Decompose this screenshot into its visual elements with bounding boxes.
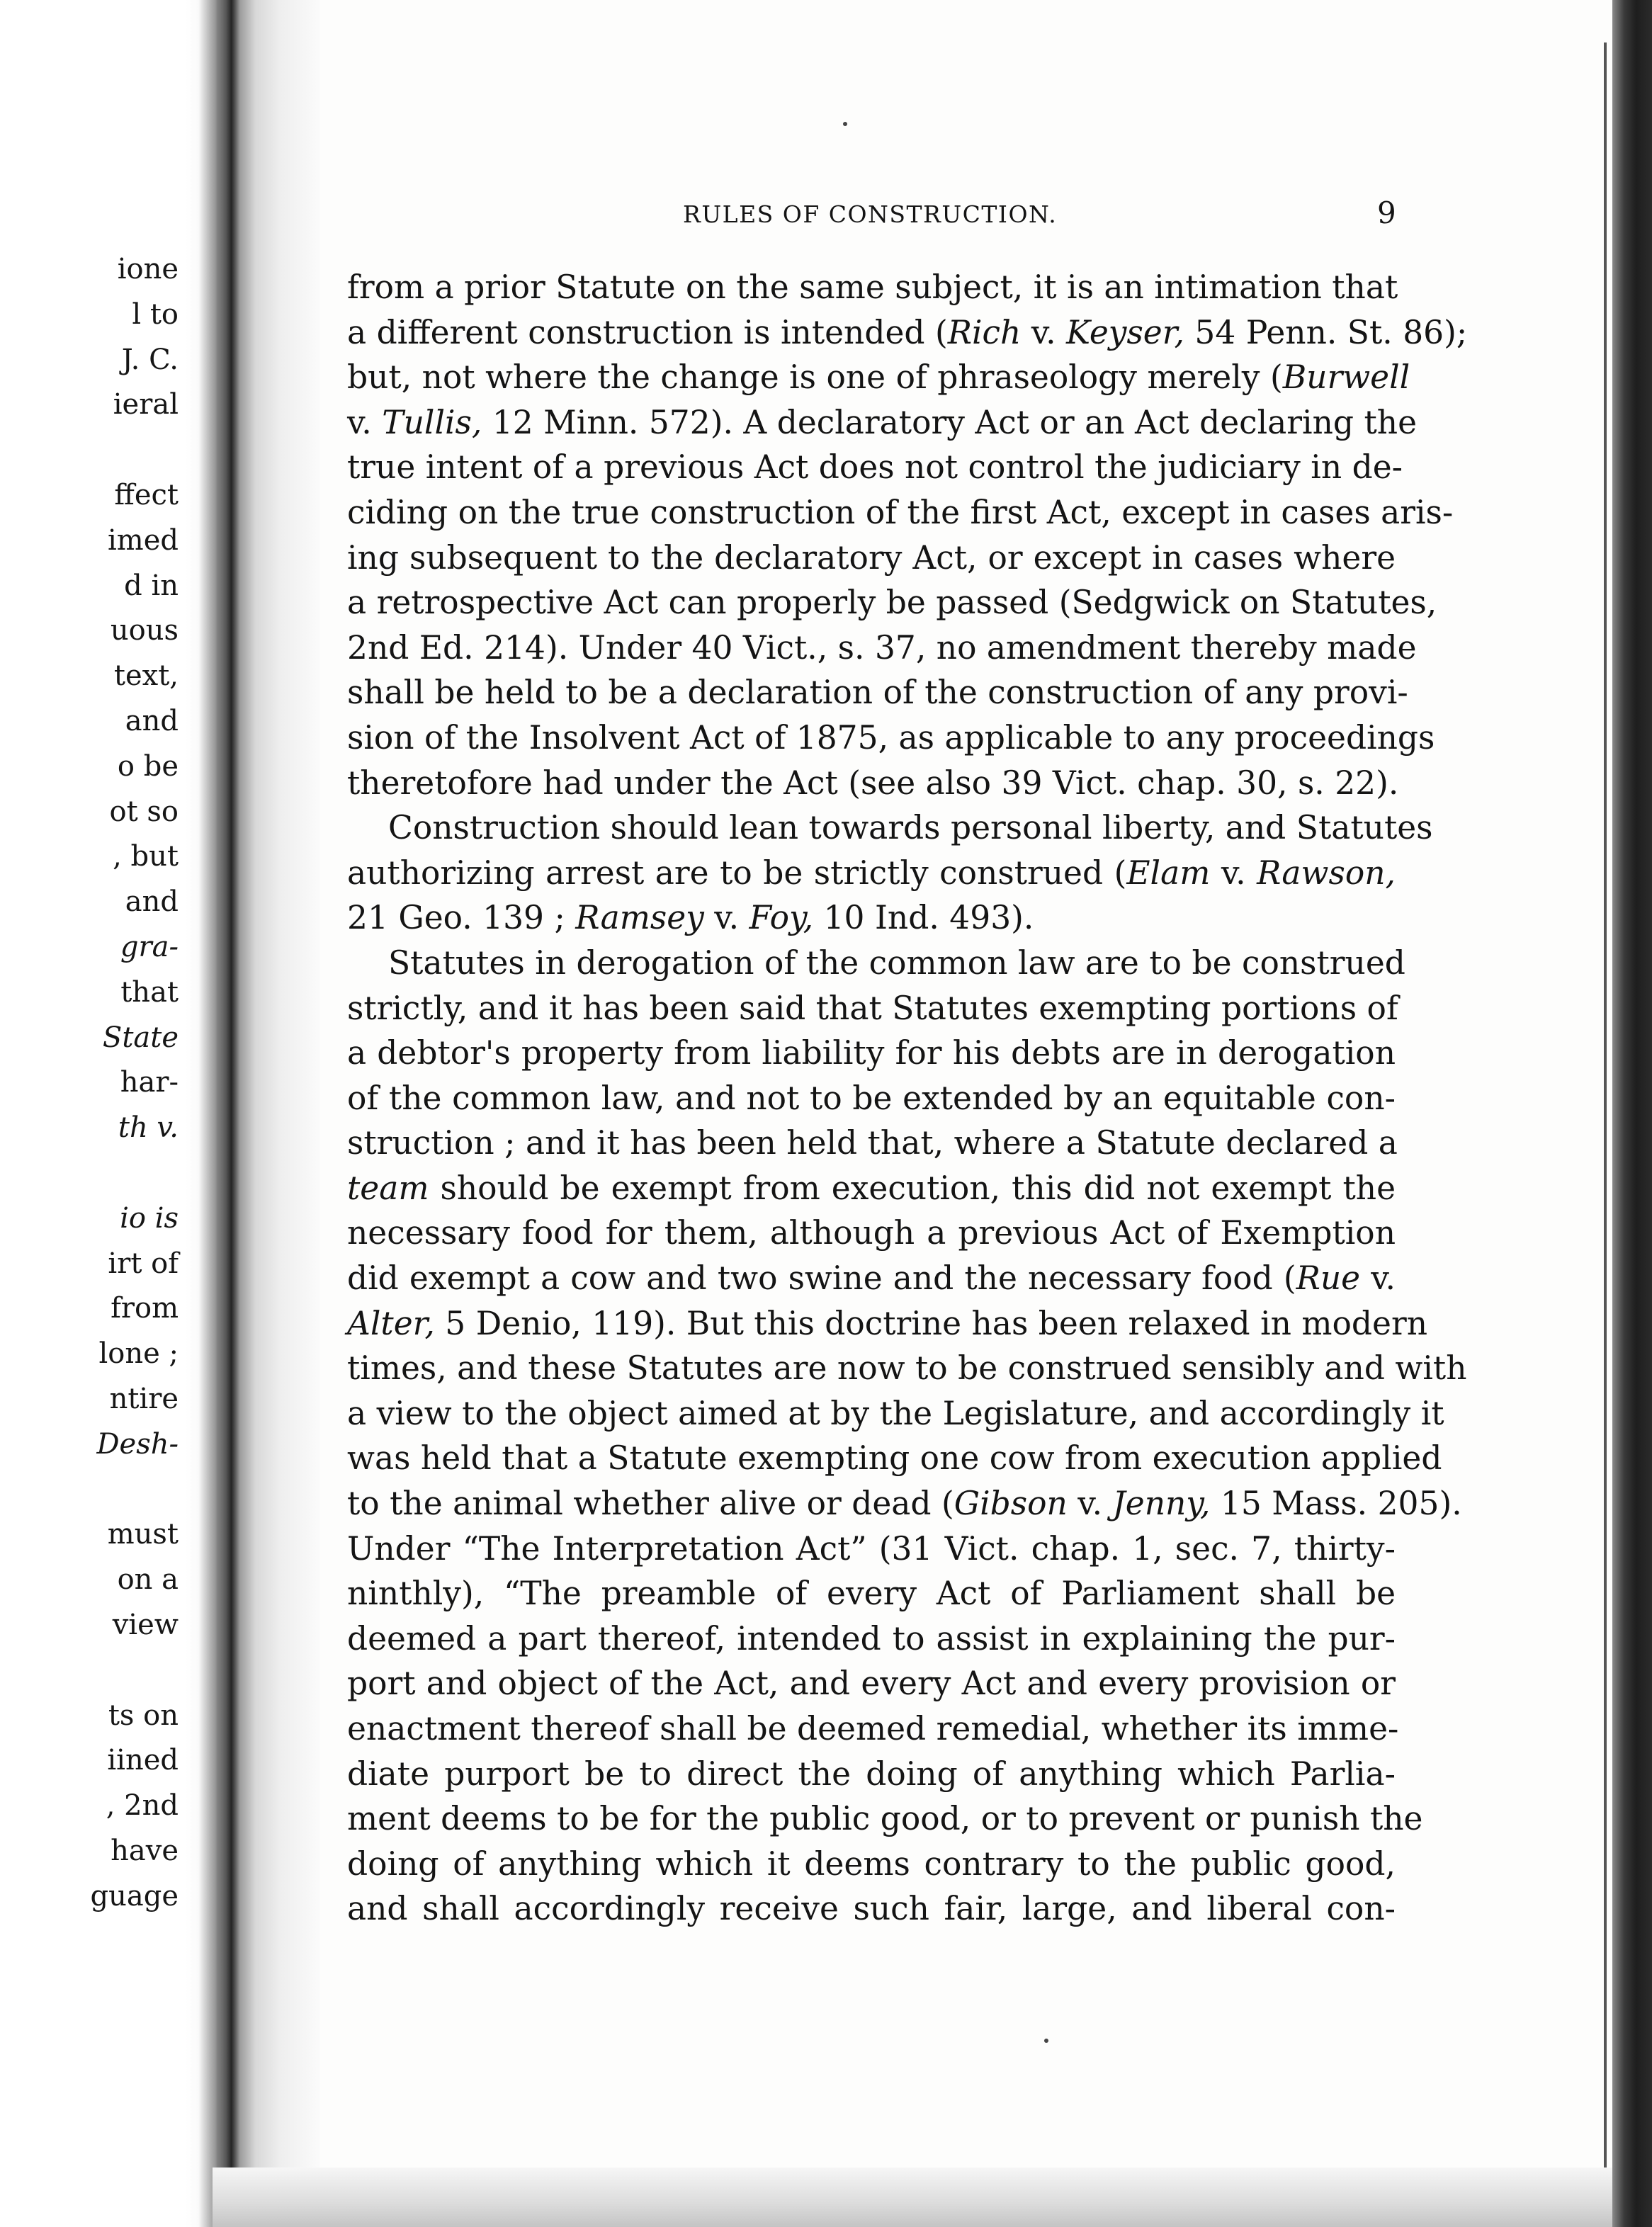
- italic-citation: Rawson,: [1257, 854, 1396, 892]
- text-segment: true intent of a previous Act does not control the judiciary in de-: [347, 448, 1403, 487]
- text-segment: v.: [1360, 1259, 1396, 1298]
- text-line: [347, 1571, 1396, 1616]
- text-line: [347, 1166, 1396, 1211]
- text-segment: ment deems to be for the public good, or to prevent or punish the: [347, 1800, 1423, 1838]
- text-line: [347, 941, 1405, 986]
- left-page-line: from: [111, 1292, 179, 1325]
- scan-speck: [1044, 2039, 1048, 2043]
- text-line: [347, 1121, 1396, 1166]
- text-segment: doing of anything which it deems contrary to the public good,: [347, 1844, 1396, 1883]
- italic-citation: Ramsey: [575, 899, 704, 937]
- left-page-line: State: [102, 1021, 179, 1054]
- left-facing-page: [0, 0, 213, 2227]
- text-line: [347, 805, 1433, 851]
- italic-citation: Rich: [947, 313, 1022, 351]
- text-segment: ciding on the true construction of the first Act, except in cases aris-: [347, 493, 1454, 531]
- left-page-line: uous: [110, 614, 179, 647]
- text-segment: to the animal whether alive or dead (: [347, 1485, 954, 1523]
- text-segment: ing subsequent to the declaratory Act, or except in cases where: [347, 538, 1396, 577]
- text-segment: sion of the Insolvent Act of 1875, as applicable to any proceedings: [347, 718, 1435, 756]
- text-line: [347, 310, 1468, 356]
- italic-citation: Elam: [1126, 854, 1211, 892]
- text-line: [347, 445, 1403, 490]
- left-page-line: ieral: [113, 388, 179, 421]
- text-segment: struction ; and it has been held that, where a Statute declared a: [347, 1124, 1398, 1162]
- text-line: [347, 1031, 1396, 1076]
- text-line: [347, 761, 1399, 806]
- running-title: RULES OF CONSTRUCTION.: [683, 200, 1058, 228]
- body-text: [347, 265, 1468, 1932]
- text-segment: and shall accordingly receive such fair, large, and liberal con-: [347, 1890, 1396, 1928]
- text-segment: 2nd Ed. 214). Under 40 Vict., s. 37, no amendment thereby made: [347, 628, 1417, 667]
- left-page-line: io is: [120, 1202, 179, 1235]
- text-line: [347, 715, 1435, 761]
- text-line: [347, 1301, 1428, 1347]
- text-segment: authorizing arrest are to be strictly construed (: [347, 854, 1127, 892]
- left-page-line: guage: [90, 1880, 179, 1912]
- left-page-line: iined: [107, 1744, 179, 1776]
- left-page-line: l to: [132, 298, 179, 331]
- left-page-line: th v.: [118, 1111, 179, 1144]
- text-line: [347, 895, 1396, 941]
- bottom-page-shadow: [213, 2168, 1612, 2227]
- text-segment: a different construction is intended (: [347, 313, 948, 351]
- text-segment: port and object of the Act, and every Act and every provision or: [347, 1665, 1396, 1703]
- text-line: [347, 851, 1396, 896]
- text-segment: v.: [1210, 854, 1257, 892]
- text-segment: a view to the object aimed at by the Legislature, and accordingly it: [347, 1394, 1444, 1432]
- left-page-line: har-: [120, 1066, 179, 1099]
- left-page-line: J. C.: [121, 344, 179, 376]
- left-page-line: imed: [108, 524, 179, 557]
- text-line: [347, 1346, 1467, 1391]
- text-segment: but, not where the change is one of phraseology merely (: [347, 358, 1283, 397]
- italic-citation: Burwell: [1282, 358, 1410, 397]
- text-line: [347, 355, 1410, 400]
- text-segment: Statutes in derogation of the common law are to be construed: [388, 944, 1405, 982]
- text-segment: shall be held to be a declaration of the construction of any provi-: [347, 674, 1408, 712]
- text-line: [347, 580, 1437, 625]
- text-line: [347, 1526, 1396, 1572]
- italic-citation: Foy,: [749, 899, 814, 937]
- text-line: [347, 1076, 1396, 1121]
- left-page-line: lone ;: [98, 1337, 179, 1370]
- italic-citation: Tullis,: [382, 403, 482, 441]
- left-page-line: Desh-: [96, 1428, 179, 1461]
- text-line: [347, 670, 1408, 715]
- text-segment: necessary food for them, although a previous Act of Exemption: [347, 1214, 1396, 1252]
- text-segment: 54 Penn. St. 86);: [1184, 313, 1468, 351]
- text-line: [347, 1436, 1442, 1481]
- italic-citation: Gibson: [954, 1485, 1068, 1523]
- text-line: [347, 1256, 1396, 1301]
- text-line: [347, 1706, 1399, 1752]
- text-line: [347, 1796, 1423, 1842]
- text-segment: did exempt a cow and two swine and the necessary food (: [347, 1259, 1296, 1298]
- text-segment: a retrospective Act can properly be passed (Sedgwick on Statutes,: [347, 584, 1437, 622]
- text-line: [347, 625, 1417, 671]
- left-page-line: ntire: [109, 1383, 179, 1415]
- text-segment: enactment thereof shall be deemed remedial, whether its imme-: [347, 1710, 1399, 1747]
- text-line: [347, 1616, 1396, 1662]
- left-page-line: have: [111, 1835, 179, 1867]
- text-segment: times, and these Statutes are now to be construed sensibly and with: [347, 1349, 1467, 1388]
- text-segment: Construction should lean towards personal liberty, and Statutes: [388, 809, 1433, 847]
- text-segment: v.: [1067, 1485, 1113, 1523]
- text-segment: strictly, and it has been said that Statutes exempting portions of: [347, 989, 1398, 1027]
- left-page-line: irt of: [108, 1247, 179, 1280]
- left-page-line: text,: [113, 659, 179, 692]
- left-page-line: ts on: [108, 1699, 179, 1732]
- text-line: [347, 1661, 1396, 1706]
- left-page-line: , but: [113, 840, 179, 873]
- left-page-line: gra-: [120, 931, 179, 963]
- left-page-line: and: [125, 885, 179, 918]
- left-page-line: o be: [117, 750, 179, 783]
- text-line: [347, 1886, 1396, 1932]
- scan-speck: [843, 122, 847, 126]
- left-page-line: view: [112, 1609, 179, 1641]
- text-segment: 21 Geo. 139 ;: [347, 899, 576, 937]
- gutter-shadow: [198, 0, 241, 2227]
- text-segment: v.: [347, 403, 383, 441]
- left-page-line: , 2nd: [106, 1789, 179, 1822]
- text-segment: was held that a Statute exempting one cow from execution applied: [347, 1439, 1442, 1478]
- page-number: 9: [1377, 196, 1396, 230]
- left-page-line: that: [120, 976, 179, 1009]
- italic-citation: Keyser,: [1066, 313, 1184, 351]
- text-segment: 10 Ind. 493).: [813, 899, 1034, 937]
- left-page-line: must: [107, 1518, 179, 1551]
- text-segment: v.: [703, 899, 749, 937]
- italic-citation: team: [347, 1169, 429, 1207]
- text-line: [347, 1842, 1396, 1887]
- left-page-line: ffect: [114, 479, 179, 511]
- text-segment: 5 Denio, 119). But this doctrine has been relaxed in modern: [434, 1304, 1428, 1342]
- text-segment: diate purport be to direct the doing of anything which Parlia-: [347, 1755, 1396, 1793]
- text-line: [347, 1211, 1396, 1256]
- italic-citation: Rue: [1296, 1259, 1361, 1298]
- text-segment: 15 Mass. 205).: [1210, 1485, 1462, 1523]
- text-line: [347, 400, 1417, 446]
- left-page-line: ot so: [109, 795, 179, 828]
- left-page-line: ione: [117, 253, 179, 285]
- left-page-line: and: [125, 705, 179, 737]
- text-line: [347, 265, 1396, 310]
- text-segment: from a prior Statute on the same subject, it is an intimation that: [347, 268, 1398, 306]
- text-segment: 12 Minn. 572). A declaratory Act or an Act declaring the: [482, 403, 1417, 441]
- left-page-line: d in: [124, 570, 179, 602]
- text-segment: a debtor's property from liability for his debts are in derogation: [347, 1034, 1396, 1072]
- text-line: [347, 536, 1396, 581]
- text-segment: v.: [1021, 313, 1067, 351]
- text-segment: Under “The Interpretation Act” (31 Vict. chap. 1, sec. 7, thirty-: [347, 1529, 1396, 1568]
- text-segment: of the common law, and not to be extended by an equitable con-: [347, 1079, 1396, 1117]
- text-segment: theretofore had under the Act (see also 39 Vict. chap. 30, s. 22).: [347, 764, 1399, 802]
- text-line: [347, 986, 1396, 1031]
- text-segment: deemed a part thereof, intended to assist in explaining the pur-: [347, 1619, 1396, 1658]
- text-line: [347, 1752, 1396, 1797]
- text-line: [347, 490, 1454, 536]
- text-line: [347, 1391, 1444, 1436]
- left-page-line: on a: [117, 1563, 179, 1596]
- italic-citation: Alter,: [347, 1304, 435, 1342]
- text-segment: should be exempt from execution, this did not exempt the: [429, 1169, 1396, 1207]
- text-segment: ninthly), “The preamble of every Act of Parliament shall be: [347, 1575, 1396, 1613]
- italic-citation: Jenny,: [1112, 1485, 1211, 1523]
- page-edge-line: [1604, 42, 1607, 2168]
- right-page-edge: [1612, 0, 1652, 2227]
- text-line: [347, 1481, 1462, 1526]
